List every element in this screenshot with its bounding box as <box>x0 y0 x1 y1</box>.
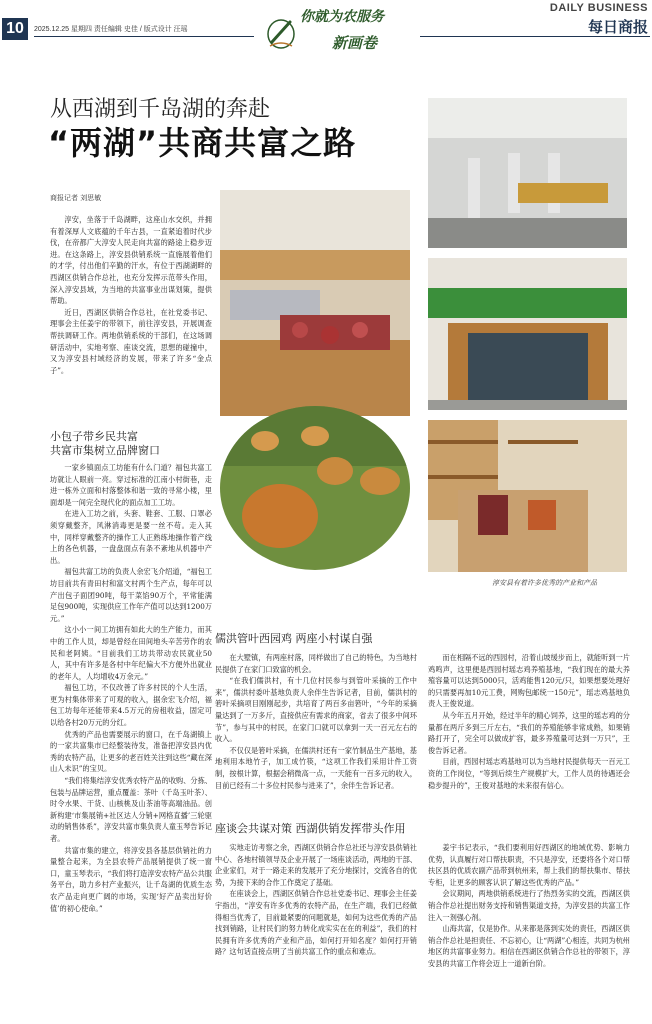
paragraph: 不仅仅是箬叶采摘，在儒洪村还有一家竹制品生产基地，基地利用本地竹子，加工成竹筷，“这项工作我们采用计件工资制，按根计算，根据会稍微高一点，一天能有一百多元的收入，目前已经有二十多位村民参与进来了”，余伴生告诉记者。 <box>215 745 417 790</box>
photo-market-entrance <box>428 258 627 410</box>
date-line: 2025.12.25 星期四 责任编辑 史佳 / 版式设计 汪瑶 <box>34 26 188 33</box>
paragraph: 福包共富工坊的负责人余宏飞介绍道，“福包工坊目前共有青田村和富文村两个生产点，每年可以产出包子面团90吨，每干菜馅90万个，平常能满足包900吨，实现供应工作年产值可以达到1200万元。” <box>50 567 212 623</box>
section2-text-left <box>215 652 417 791</box>
page-header <box>0 0 652 60</box>
section3-heading: 座谈会共谋对策 西湖供销发挥带头作用 <box>215 822 406 835</box>
column-logo-bottom: 新画卷 <box>332 34 378 52</box>
section1-heading-line1: 小包子带乡民共富 <box>50 430 138 443</box>
intro-text <box>50 214 212 376</box>
paragraph: 在大墅镇，有两座村落，同样做出了自己的特色，为当地村民提供了在家门口致富的机会。 <box>215 653 417 674</box>
paragraph: 一家乡镇面点工坊能有什么门道？福包共富工坊就让人眼前一亮。穿过标准的江南小村街巷，走进一栋外立面和村落整体和谐一致的寻常小楼，里面却是一间完全现代化的面点加工工坊。 <box>50 463 212 507</box>
header-rule-left <box>34 36 254 37</box>
paragraph: 会议期间，两地供销系统进行了热烈务实的交流，西湖区供销合作总社提出财务支持和销售渠道支持，为淳安县的共富工作注入一剂强心剂。 <box>428 889 630 922</box>
paragraph: 姜宇书记表示，“我们要利用好西湖区的地域优势、影响力优势，认真履行对口帮扶职责，不只是淳安，还要将各个对口帮扶区县的优质农副产品带到杭州来，帮上我们的帮扶集市、帮扶专柜，让更多的顾客认识了解这些优秀的产品。” <box>428 843 630 887</box>
column-logo <box>262 2 422 58</box>
page-number: 10 <box>2 18 28 40</box>
paragraph: 在座谈会上，西湖区供销合作总社党委书记、理事会主任姜宇指出，“淳安有许多优秀的农特产品，在生产端，我们已经做得相当优秀了，目前最紧要的问题就是，如何为这些优秀的产品找到销路，让村民们的努力转化成实实在在的利益”，我们的村民拥有许多优秀的产业和产品，如何打开知名度？如何打开销路？这句话直接点明了当前共富工作的重点和难点。 <box>215 889 417 957</box>
paragraph: 从今年五月开始，经过半年的精心饲养，这里的瑶志鸡的分量都在两斤多到三斤左右，“我们的养殖能够非常成熟，如果销路打开了，完全可以做成扩容，最多养殖量可达到一万只”，王俊告诉记者。 <box>428 710 630 755</box>
photo-caption: 淳安县有着许多优秀的产业和产品 <box>492 579 597 587</box>
byline: 商报记者 刘思敏 <box>50 194 102 202</box>
photo-dried-goods <box>220 190 410 416</box>
section3-text-left <box>215 842 417 958</box>
paragraph: 共富市集的建立，将淳安县各基层供销社的力量整合起来，为全县农特产品展销提供了统一窗口，童玉琴表示，“我们将打造淳安农特产品公共服务平台，助力乡村产业振兴，让千岛湖的优质生态农产品走向更广阔的市场，实现‘好产品卖出好价值’的初心使命。” <box>50 845 212 913</box>
paragraph: “在我们儒洪村，有十几位村民参与到管叶采摘的工作中来”，儒洪村委叶基地负责人余伴生告诉记者，目前，儒洪村的箬叶采摘项目刚刚起步，共培育了两百多亩箬叶，“今年的采摘量达到了一万多斤，直接供应有需求的商家，省去了很多中间环节”，参与其中的村民，在家门口就可以拿到一天一百元左右的收入。 <box>215 676 417 744</box>
photo-market-interior <box>428 420 627 572</box>
brand-chinese: 每日商报 <box>587 18 648 36</box>
photo-factory <box>428 98 627 248</box>
paragraph: 实地走访考察之余，西湖区供销合作总社还与淳安县供销社中心、各地村镇领导及企业开展了一场座谈活动，两地的干部、企业家们，对于一路走来的发展开了充分地探讨，交流各自的优势，为接下来的合作工作奠定了基础。 <box>215 843 417 887</box>
pen-scroll-icon <box>266 12 296 52</box>
paragraph: 这小小一间工坊拥有如此大的生产能力，而其中的工作人员，却是曾经在田间地头辛苦劳作的农民和老阿姨。“目前我们工坊共带动农民就业50人，其中有许多是各村中年纪偏大不方便外出就业的老年人，人均增收4万余元。” <box>50 625 212 681</box>
section2-text-right <box>428 652 630 791</box>
paragraph: 福包工坊，不仅改善了许多村民的个人生活，更为村集体带来了可观的收入，据余宏飞介绍，福包工坊每年还能带来4.5万元的房租收益，固定可以给各村20万元的分红。 <box>50 683 212 728</box>
paragraph: 而在相隔不远的西园村，沿着山坡缓步而上，就能听到一片鸡鸣声，这里便是西园村瑶志鸡养殖基地，“我们现在的最大养殖容量可以达到5000只，活鸡能售120元/只，如果想要处理好的只需要再加10元工费，网购包邮统一150元”，瑶志鸡基地负责人王俊说道。 <box>428 653 630 709</box>
section1-heading <box>50 430 215 458</box>
brand-english: DAILY BUSINESS <box>549 2 648 14</box>
paragraph: 优秀的产品也需要展示的窗口，在千岛湖镇上的一家共富集市已经整装待发，准备把淳安县内优秀的农特产品，让更多的老百姓关注到这些“藏在深山人未识”的宝贝。 <box>50 729 212 774</box>
paragraph: 近日，西湖区供销合作总社，在社党委书记、理事会主任姜宇的带领下，前往淳安县，开展调查帮扶调研工作。两地供销系统的干部们，在这场调研活动中，实地考察、座谈交流，思想的碰撞中，又为淳安县村域经济的发展，带来了许多“金点子”。 <box>50 307 212 375</box>
column-logo-top: 你就为农服务 <box>300 9 384 25</box>
paragraph: 淳安，坐落于千岛湖畔，这座山水交织，并拥有着深厚人文底蕴的千年古县，一直紧追着时代步伐，在帝都广大淳安人民走向共富的路途上稳步迈进。在这条路上，淳安县供销系统一直施展着他们的才学，付出他们辛勤的汗水，有位于西湖湖畔的西湖区供销合作总社，也充分发挥示范带头作用，深入淳安县域，为当地的共富事业出谋划策，提供帮助。 <box>50 215 212 306</box>
section2-heading: 儒洪管叶西园鸡 两座小村谋自强 <box>215 632 373 645</box>
section1-heading-line2: 共富市集树立品牌窗口 <box>50 444 160 457</box>
article-subtitle: 从西湖到千岛湖的奔赴 <box>50 97 271 122</box>
section3-text-right <box>428 842 630 970</box>
paragraph: “我们将集结淳安优秀农特产品的收购、分拣、包装与品牌运营，重点覆盖：茶叶（千岛玉叶茶）、时令水果、干货、山核桃及山茶油等高端油品。创新构建‘市集展销+社区达人分销+网格直播’三轮驱动的销售体系”，淳安共富市集负责人童玉琴告诉记者。 <box>50 776 212 843</box>
article-title: “两湖”共商共富之路 <box>48 124 357 162</box>
paragraph: 山海共富，仅是协作。从来都是落到实处的责任，西湖区供销合作总社是担责任、不忘初心，让“两湖”心相连，共同为杭州地区的共富事业努力。相信在西湖区供销合作总社的带领下，淳安县的共富工作将会迈上一道新台阶。 <box>428 924 630 968</box>
photo-chickens <box>220 406 410 570</box>
paragraph: 在进入工坊之前，头套、鞋套、工服、口罩必须穿戴整齐，风淋消毒更是要一丝不苟。走入其中，同样穿戴整齐的操作工人正熟练地操作着产线上的各色机器，一盘盘面点有条不紊地从机器中产出。 <box>50 509 212 565</box>
paragraph: 目前，西园村瑶志鸡基地可以为当地村民提供每天一百元工资的工作岗位，“等到后续生产规模扩大，工作人员的待遇还会稳步提升的”，王俊对基地的未来很有信心。 <box>428 757 630 790</box>
section1-text <box>50 462 212 914</box>
